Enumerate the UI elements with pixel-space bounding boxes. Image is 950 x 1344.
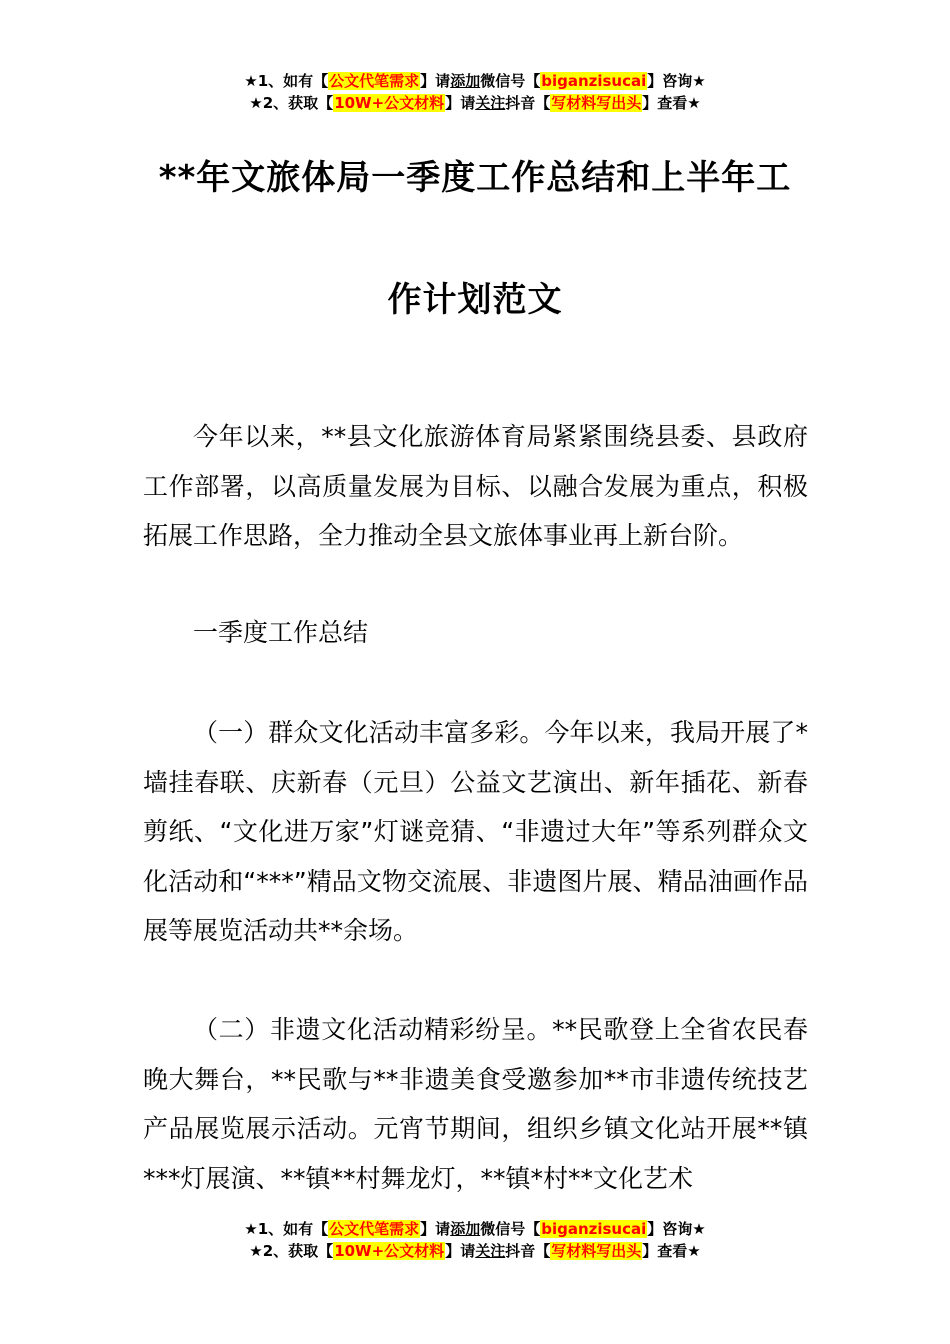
paragraph-text: （二）非遗文化活动精彩纷呈。**民歌登上全省农民春晚大舞台，**民歌与**非遗美食受邀参加**市非遗传统技艺产品展览展示活动。元宵节期间，组织乡镇文化站开展**镇***灯展演、**镇**村舞龙灯，**镇*村**文化艺术: [143, 1015, 808, 1193]
banner-text: 抖音【: [505, 94, 551, 112]
banner-highlight: 10W+公文材料: [334, 94, 445, 112]
banner-line-2: [0, 92, 950, 114]
banner-underline: 关注: [475, 94, 506, 112]
banner-highlight: 公文代笔需求: [329, 72, 420, 90]
banner-underline: 添加: [450, 72, 481, 90]
banner-text: ★1、如有【: [244, 1220, 329, 1238]
banner-text: ★2、获取【: [249, 94, 334, 112]
banner-text: 】请: [445, 1242, 476, 1260]
section-heading: [143, 608, 808, 658]
banner-line-2: [0, 1240, 950, 1262]
banner-text: 】请: [445, 94, 476, 112]
banner-text: 微信号【: [480, 1220, 541, 1238]
heading-text: 一季度工作总结: [193, 618, 369, 647]
footer-banner: [0, 1218, 950, 1262]
banner-text: 】请: [420, 1220, 451, 1238]
banner-highlight: biganzisucai: [541, 72, 647, 90]
banner-underline: 关注: [475, 1242, 506, 1260]
document-title-line-1: **年文旅体局一季度工作总结和上半年工: [158, 158, 792, 198]
paragraph-text: （一）群众文化活动丰富多彩。今年以来，我局开展了*墙挂春联、庆新春（元旦）公益文艺演出、新年插花、新春剪纸、“文化进万家”灯谜竞猜、“非遗过大年”等系列群众文化活动和“***”精品文物交流展、非遗图片展、精品油画作品展等展览活动共**余场。: [143, 718, 808, 945]
banner-text: 微信号【: [480, 72, 541, 90]
document-title-line-2: 作计划范文: [387, 280, 563, 320]
banner-text: ★2、获取【: [249, 1242, 334, 1260]
banner-highlight: 写材料写出头: [551, 94, 642, 112]
paragraph-2: [143, 1005, 808, 1203]
banner-text: 】查看★: [642, 1242, 701, 1260]
banner-highlight: 10W+公文材料: [334, 1242, 445, 1260]
banner-text: 】咨询★: [647, 72, 706, 90]
banner-text: 】查看★: [642, 94, 701, 112]
banner-highlight: 写材料写出头: [551, 1242, 642, 1260]
banner-highlight: biganzisucai: [541, 1220, 647, 1238]
header-banner: [0, 70, 950, 114]
banner-highlight: 公文代笔需求: [329, 1220, 420, 1238]
banner-text: 】咨询★: [647, 1220, 706, 1238]
paragraph-text: 今年以来，**县文化旅游体育局紧紧围绕县委、县政府工作部署，以高质量发展为目标、以融合发展为重点，积极拓展工作思路，全力推动全县文旅体事业再上新台阶。: [143, 422, 808, 550]
intro-paragraph: [143, 412, 808, 561]
banner-text: 抖音【: [505, 1242, 551, 1260]
banner-line-1: [0, 1218, 950, 1240]
banner-text: 】请: [420, 72, 451, 90]
banner-text: ★1、如有【: [244, 72, 329, 90]
banner-line-1: [0, 70, 950, 92]
banner-underline: 添加: [450, 1220, 481, 1238]
paragraph-1: [143, 708, 808, 956]
